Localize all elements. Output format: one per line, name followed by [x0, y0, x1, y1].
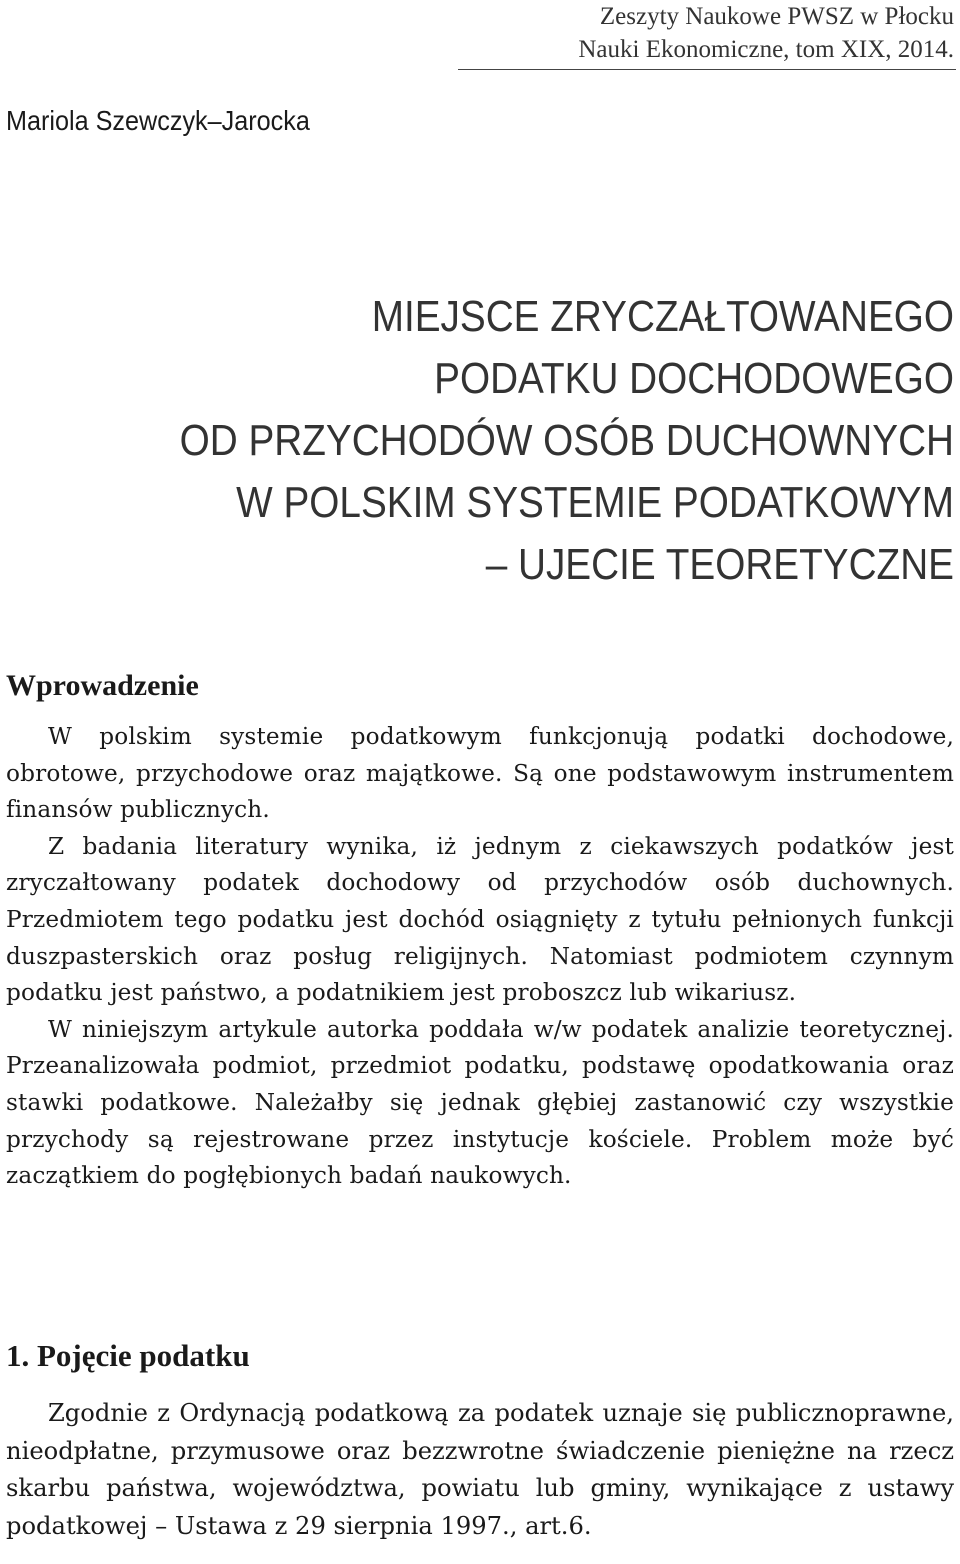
paragraph: W polskim systemie podatkowym funkcjonują podatki dochodowe, obrotowe, przychodowe oraz majątkowe. Są one podstawowym instrumentem finansów publicznych. — [6, 723, 954, 824]
author-name: Mariola Szewczyk–Jarocka — [6, 105, 310, 136]
article-title — [54, 286, 954, 596]
section1-body — [6, 1395, 954, 1545]
journal-title: Zeszyty Naukowe PWSZ w Płocku — [599, 3, 954, 30]
paragraph: Zgodnie z Ordynacją podatkową za podatek uznaje się publicznoprawne, nieodpłatne, przymusowe oraz bezzwrotne świadczenie pieniężne na rzecz skarbu państwa, województwa, powiatu lub gminy, wynikające z ustawy podatkowej – Ustawa z 29 sierpnia 1997., art.6. — [6, 1399, 954, 1540]
section-heading-introduction: Wprowadzenie — [6, 669, 199, 702]
section-heading-tax-concept: 1. Pojęcie podatku — [6, 1338, 250, 1373]
journal-header — [578, 0, 954, 66]
title-line: PODATKU DOCHODOWEGO — [434, 354, 955, 403]
title-line: MIEJSCE ZRYCZAŁTOWANEGO — [371, 292, 954, 341]
title-line: OD PRZYCHODÓW OSÓB DUCHOWNYCH — [179, 416, 955, 465]
paragraph: W niniejszym artykule autorka poddała w/w podatek analizie teoretycznej. Przeanalizowała podmiot, przedmiot podatku, podstawę opodatkowania oraz stawki podatkowe. Należałby się jednak głębiej zastanowić czy wszystkie przychody są rejestrowane przez instytucje kościele. Problem może być zaczątkiem do pogłębionych badań naukowych. — [6, 1015, 954, 1190]
journal-volume: Nauki Ekonomiczne, tom XIX, 2014. — [578, 36, 954, 63]
paragraph: Z badania literatury wynika, iż jednym z ciekawszych podatków jest zryczałtowany podatek dochodowy od przychodów osób duchownych. Przedmiotem tego podatku jest dochód osiągnięty z tytułu pełnionych funkcji duszpasterskich oraz posług religijnych. Natomiast podmiotem czynnym podatku jest państwo, a podatnikiem jest proboszcz lub wikariusz. — [6, 832, 954, 1007]
header-divider — [458, 69, 956, 70]
title-line: W POLSKIM SYSTEMIE PODATKOWYM — [236, 478, 955, 527]
introduction-body — [6, 719, 954, 1195]
title-line: – UJECIE TEORETYCZNE — [485, 540, 954, 589]
